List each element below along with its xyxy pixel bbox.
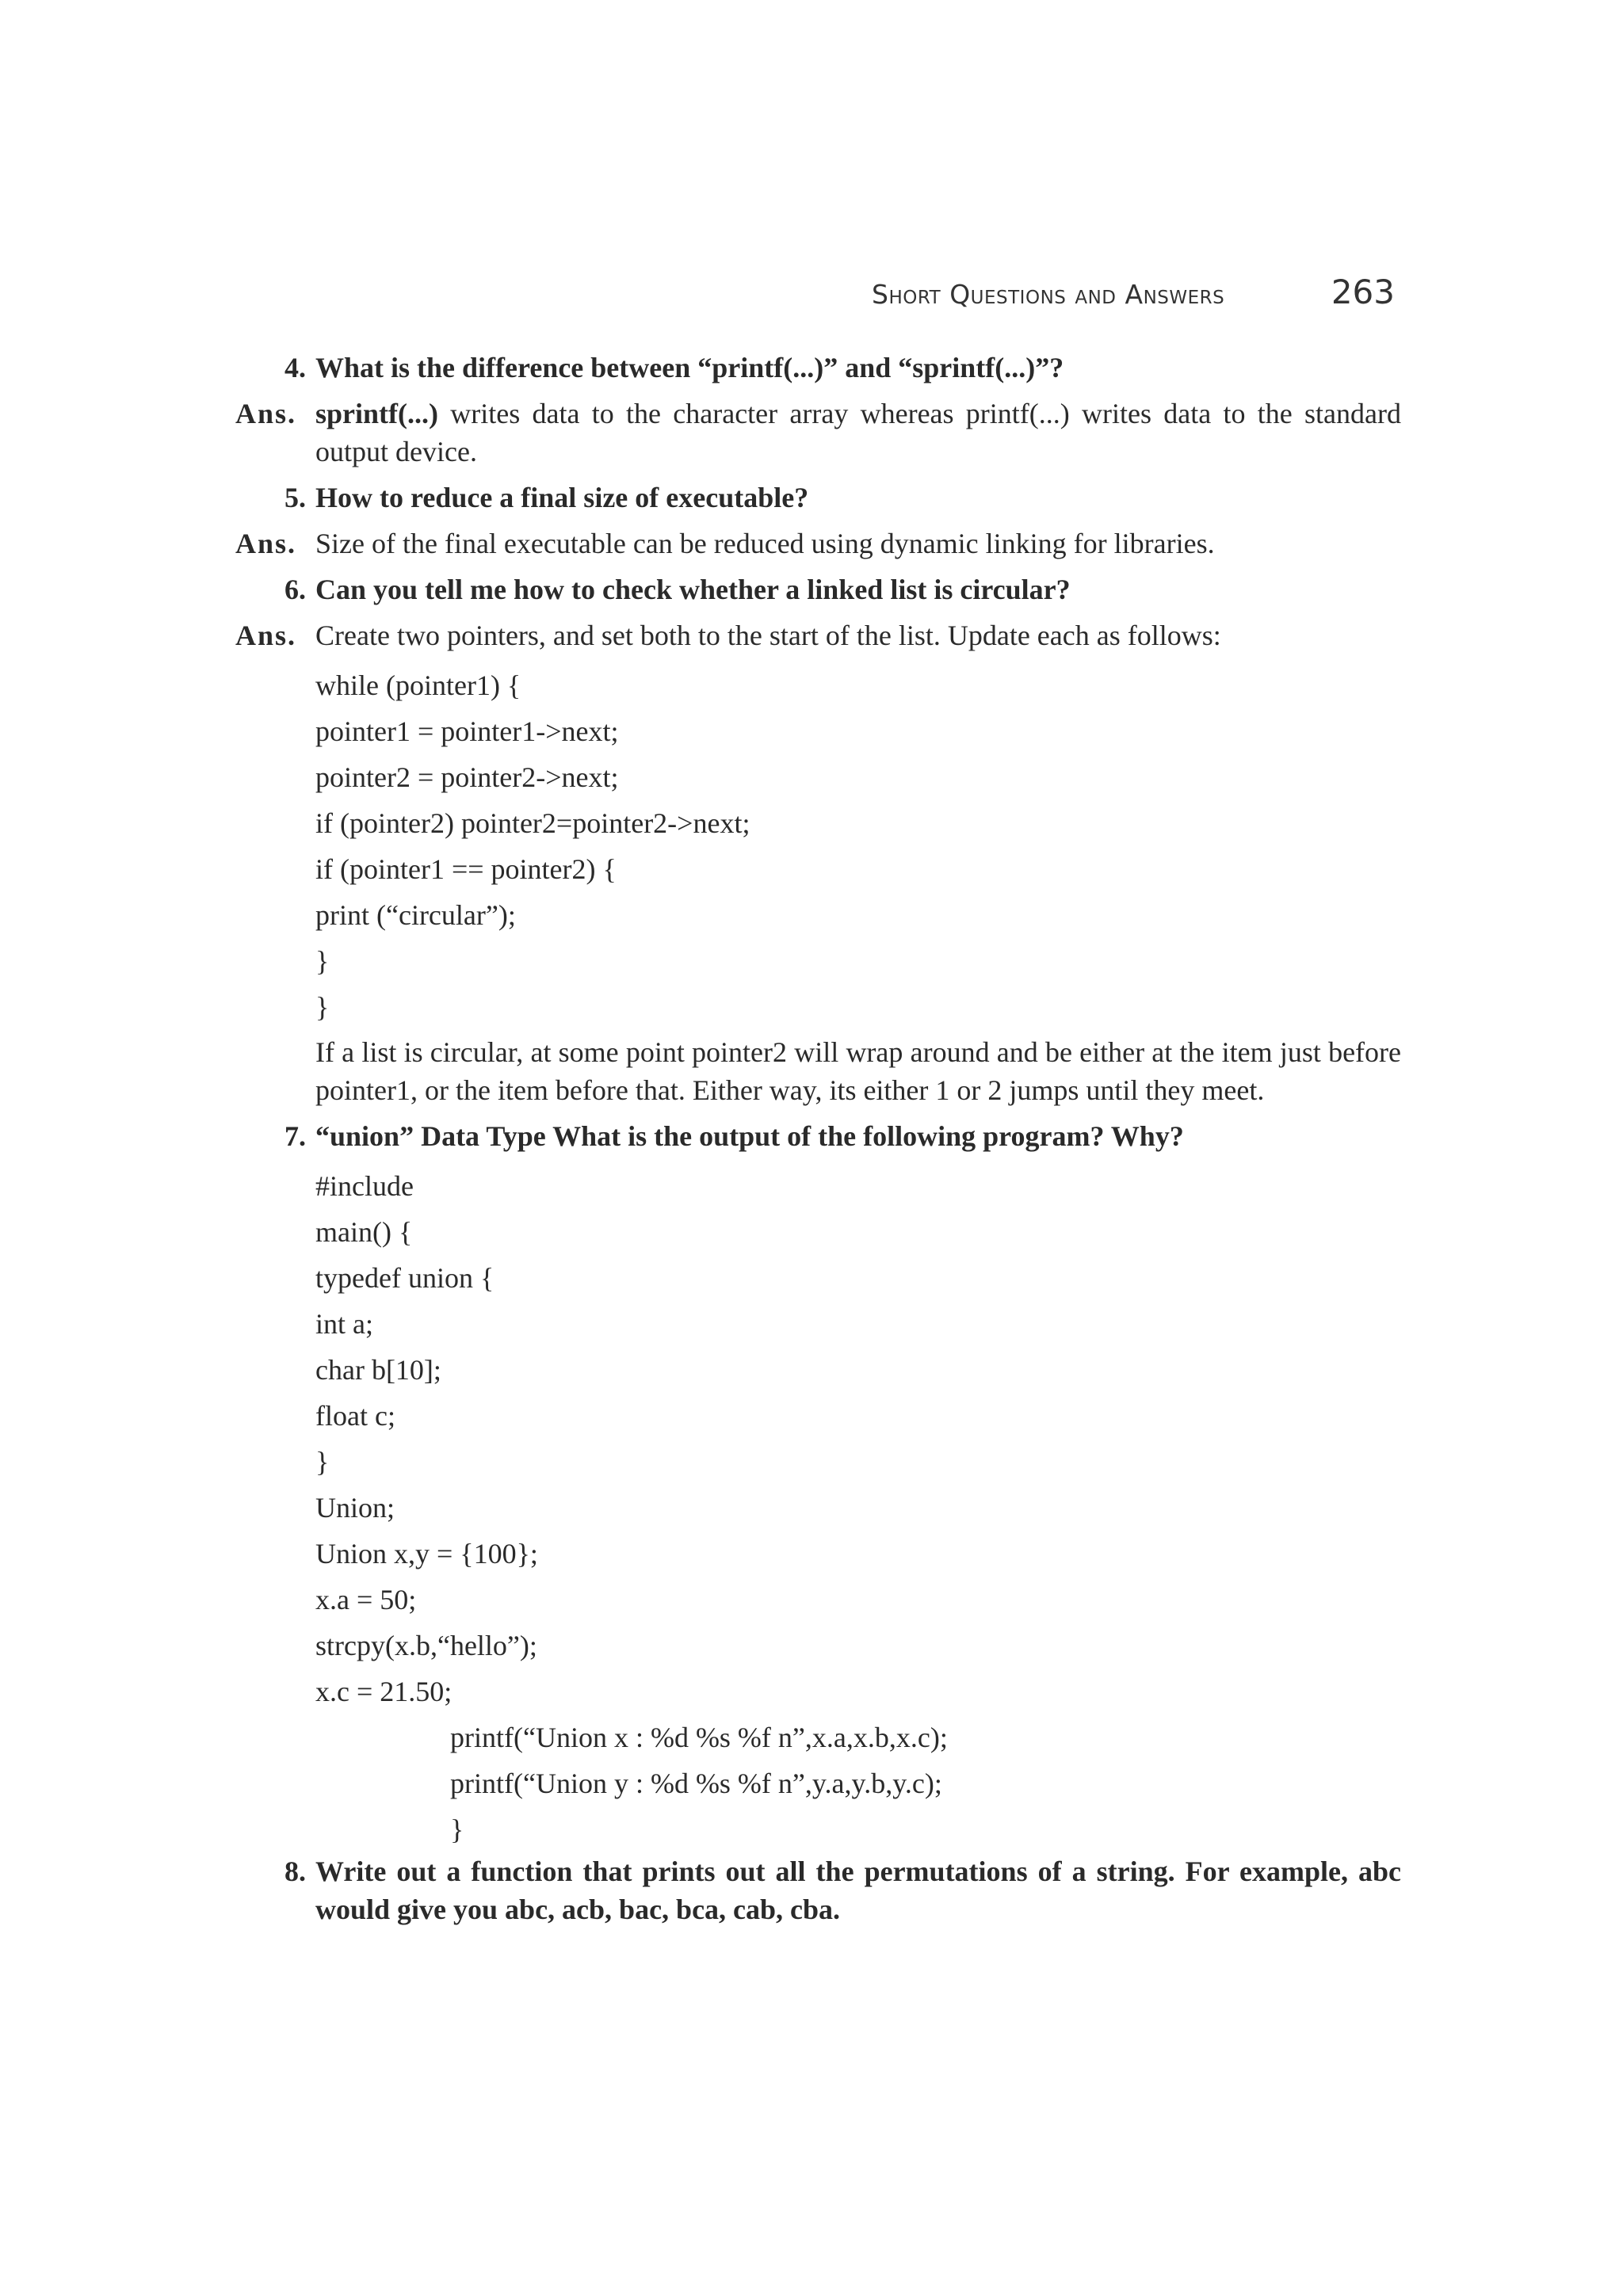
code-line: char b[10]; — [315, 1354, 441, 1386]
code-line: typedef union { — [315, 1262, 495, 1294]
running-title: Short Questions and Answers — [872, 279, 1225, 310]
question-number: 6. — [285, 574, 306, 605]
question-text: Write out a function that prints out all the permutations of a string. For example, abc would give you abc, acb, bac, bca, cab, cba. — [315, 1855, 1401, 1925]
code-line: x.a = 50; — [315, 1584, 417, 1615]
code-line: pointer2 = pointer2->next; — [315, 761, 619, 793]
code-line: x.c = 21.50; — [315, 1676, 453, 1707]
code-line: } — [315, 991, 330, 1023]
code-block-7 — [0, 1163, 1623, 1852]
code-block-6 — [0, 662, 1623, 1030]
answer-text: Create two pointers, and set both to the start of the list. Update each as follows: — [315, 620, 1221, 651]
page-content — [0, 349, 1623, 1936]
code-line: if (pointer2) pointer2=pointer2->next; — [315, 807, 750, 839]
question-number: 5. — [285, 482, 306, 513]
code-line: pointer1 = pointer1->next; — [315, 715, 619, 747]
question-8 — [0, 1852, 1623, 1928]
answer-bold-term: sprintf(...) — [315, 398, 438, 429]
code-line: Union x,y = {100}; — [315, 1538, 538, 1569]
question-7 — [0, 1117, 1623, 1155]
answer-5 — [0, 524, 1623, 563]
question-text: Can you tell me how to check whether a linked list is circular? — [315, 574, 1071, 605]
question-5 — [0, 479, 1623, 517]
question-number: 7. — [285, 1120, 306, 1152]
answer-4 — [0, 395, 1623, 471]
code-line: } — [315, 945, 330, 977]
code-line: strcpy(x.b,“hello”); — [315, 1630, 537, 1661]
answer-6 — [0, 616, 1623, 654]
ans-label: Ans. — [235, 398, 297, 429]
code-line: } — [315, 1446, 330, 1478]
code-line: print (“circular”); — [315, 899, 516, 931]
code-line: float c; — [315, 1400, 395, 1432]
code-line-indented: } — [450, 1814, 464, 1845]
ans-label: Ans. — [235, 620, 297, 651]
question-text: How to reduce a final size of executable? — [315, 482, 809, 513]
question-4 — [0, 349, 1623, 387]
question-text: What is the difference between “printf(...)” and “sprintf(...)”? — [315, 352, 1064, 383]
ans-label: Ans. — [235, 528, 297, 559]
code-line-indented: printf(“Union y : %d %s %f n”,y.a,y.b,y.c); — [450, 1768, 942, 1799]
code-line: #include — [315, 1170, 414, 1202]
code-line: int a; — [315, 1308, 373, 1340]
page-number: 263 — [1331, 273, 1395, 311]
question-6 — [0, 570, 1623, 608]
answer-text: Size of the final executable can be reduced using dynamic linking for libraries. — [315, 528, 1215, 559]
code-line-indented: printf(“Union x : %d %s %f n”,x.a,x.b,x.c); — [450, 1722, 948, 1753]
code-line: main() { — [315, 1216, 413, 1248]
question-text: “union” Data Type What is the output of the following program? Why? — [315, 1120, 1184, 1152]
question-number: 4. — [285, 352, 306, 383]
code-line: while (pointer1) { — [315, 669, 521, 701]
answer-text: writes data to the character array whereas printf(...) writes data to the standard output device. — [315, 398, 1401, 467]
explanation-paragraph: If a list is circular, at some point pointer2 will wrap around and be either at the item just before pointer1, or the item before that. Either way, its either 1 or 2 jumps until they meet. — [315, 1036, 1401, 1106]
code-line: Union; — [315, 1492, 395, 1524]
running-head — [872, 273, 1395, 320]
code-line: if (pointer1 == pointer2) { — [315, 853, 617, 885]
question-number: 8. — [285, 1855, 306, 1887]
